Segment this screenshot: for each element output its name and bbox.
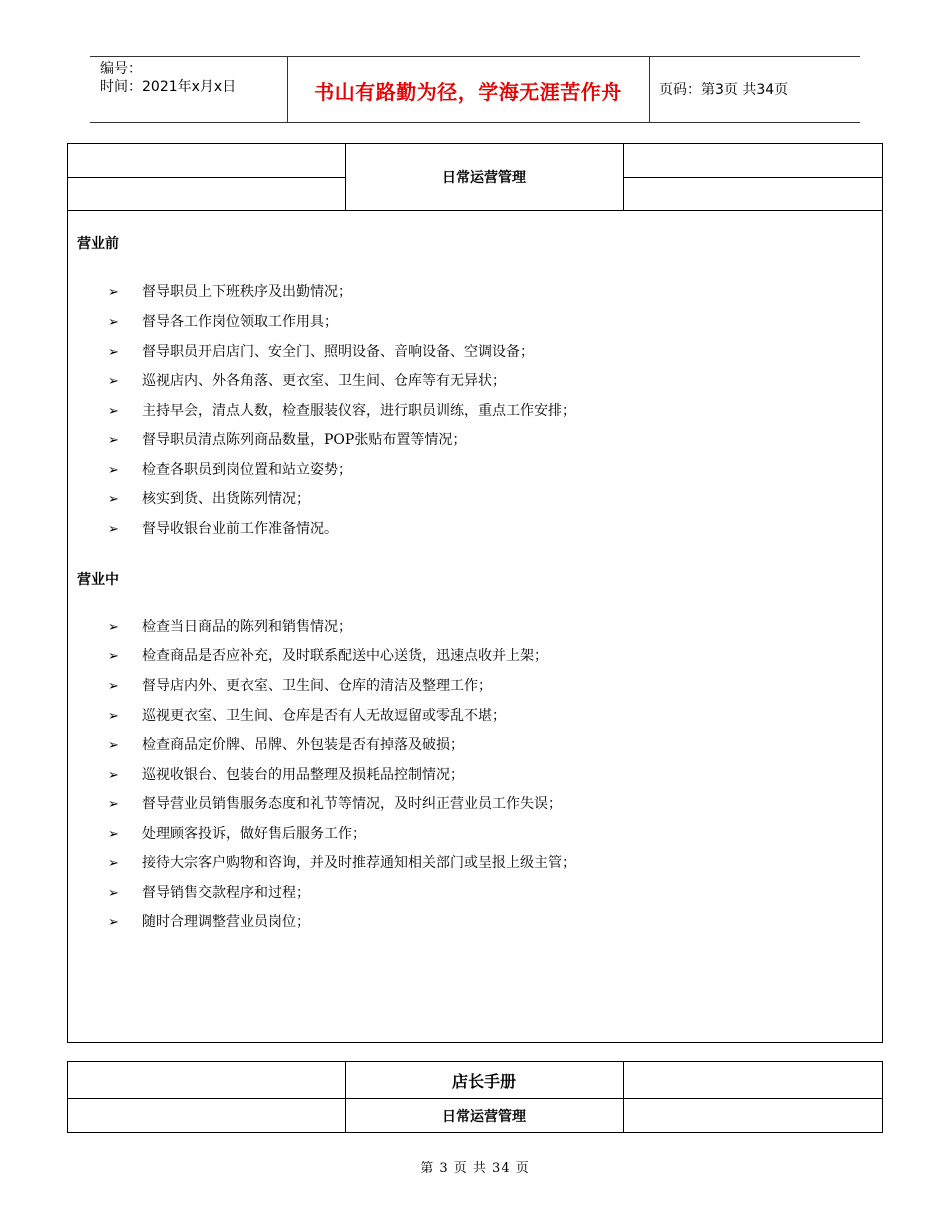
arrow-bullet-icon: ➢ [108, 374, 119, 389]
list-item: ➢ 核实到货、出货陈列情况； [108, 491, 310, 507]
arrow-bullet-icon: ➢ [108, 649, 119, 664]
motto-banner: 书山有路勤为径，学海无涯苦作舟 [314, 80, 622, 104]
arrow-bullet-icon: ➢ [108, 620, 119, 635]
arrow-bullet-icon: ➢ [108, 345, 119, 360]
page-number: 第 3 页 共 34 页 [420, 1161, 530, 1176]
list-item: ➢ 督导销售交款程序和过程； [108, 885, 310, 901]
doc-time-label: 时间：2021年x月x日 [100, 79, 237, 95]
list-item: ➢ 巡视更衣室、卫生间、仓库是否有人无故逗留或零乱不堪； [108, 708, 506, 724]
arrow-bullet-icon: ➢ [108, 463, 119, 478]
doc-code-label: 编号： [100, 61, 142, 77]
list-item: ➢ 督导收银台业前工作准备情况。 [108, 521, 338, 537]
list-item: ➢ 督导店内外、更衣室、卫生间、仓库的清洁及整理工作； [108, 678, 492, 694]
arrow-bullet-icon: ➢ [108, 492, 119, 507]
arrow-bullet-icon: ➢ [108, 768, 119, 783]
header-divider-right [649, 56, 650, 122]
arrow-bullet-icon: ➢ [108, 285, 119, 300]
arrow-bullet-icon: ➢ [108, 856, 119, 871]
title-row-left-midline [68, 177, 345, 178]
list-item: ➢ 检查当日商品的陈列和销售情况； [108, 619, 352, 635]
manual-title: 店长手册 [451, 1071, 516, 1091]
arrow-bullet-icon: ➢ [108, 886, 119, 901]
section-heading-during-business: 营业中 [77, 572, 119, 588]
list-item: ➢ 处理顾客投诉，做好售后服务工作； [108, 826, 366, 842]
arrow-bullet-icon: ➢ [108, 679, 119, 694]
list-item: ➢ 督导职员开启店门、安全门、照明设备、音响设备、空调设备； [108, 344, 534, 360]
arrow-bullet-icon: ➢ [108, 827, 119, 842]
arrow-bullet-icon: ➢ [108, 709, 119, 724]
arrow-bullet-icon: ➢ [108, 315, 119, 330]
list-item: ➢ 主持早会，清点人数，检查服装仪容，进行职员训练，重点工作安排； [108, 403, 576, 419]
list-item: ➢ 督导各工作岗位领取工作用具； [108, 314, 338, 330]
arrow-bullet-icon: ➢ [108, 915, 119, 930]
list-item: ➢ 督导营业员销售服务态度和礼节等情况，及时纠正营业员工作失误； [108, 796, 562, 812]
arrow-bullet-icon: ➢ [108, 404, 119, 419]
list-item: ➢ 巡视店内、外各角落、更衣室、卫生间、仓库等有无异状； [108, 373, 506, 389]
arrow-bullet-icon: ➢ [108, 522, 119, 537]
arrow-bullet-icon: ➢ [108, 738, 119, 753]
arrow-bullet-icon: ➢ [108, 433, 119, 448]
list-item: ➢ 检查商品定价牌、吊牌、外包装是否有掉落及破损； [108, 737, 464, 753]
list-item: ➢ 检查商品是否应补充，及时联系配送中心送货，迅速点收并上架； [108, 648, 548, 664]
list-item: ➢ 督导职员上下班秩序及出勤情况； [108, 284, 352, 300]
list-item: ➢ 接待大宗客户购物和咨询，并及时推荐通知相关部门或呈报上级主管； [108, 855, 576, 871]
header-top-rule [90, 56, 860, 57]
table-title: 日常运营管理 [442, 170, 526, 186]
list-item: ➢ 督导职员清点陈列商品数量，POP张贴布置等情况； [108, 432, 467, 448]
footer-table-right-divider [623, 1062, 624, 1132]
list-item: ➢ 检查各职员到岗位置和站立姿势； [108, 462, 352, 478]
footer-table [67, 1061, 883, 1133]
header-bottom-rule [90, 122, 860, 123]
list-item: ➢ 巡视收银台、包装台的用品整理及损耗品控制情况； [108, 767, 464, 783]
content-frame [67, 143, 883, 1043]
title-row-bottom-border [68, 210, 882, 211]
manual-subtitle: 日常运营管理 [442, 1108, 526, 1125]
arrow-bullet-icon: ➢ [108, 797, 119, 812]
section-heading-before-business: 营业前 [77, 236, 119, 252]
list-item: ➢ 随时合理调整营业员岗位； [108, 914, 310, 930]
page-info-label: 页码：第3页 共34页 [659, 82, 789, 98]
title-row-right-midline [623, 177, 882, 178]
